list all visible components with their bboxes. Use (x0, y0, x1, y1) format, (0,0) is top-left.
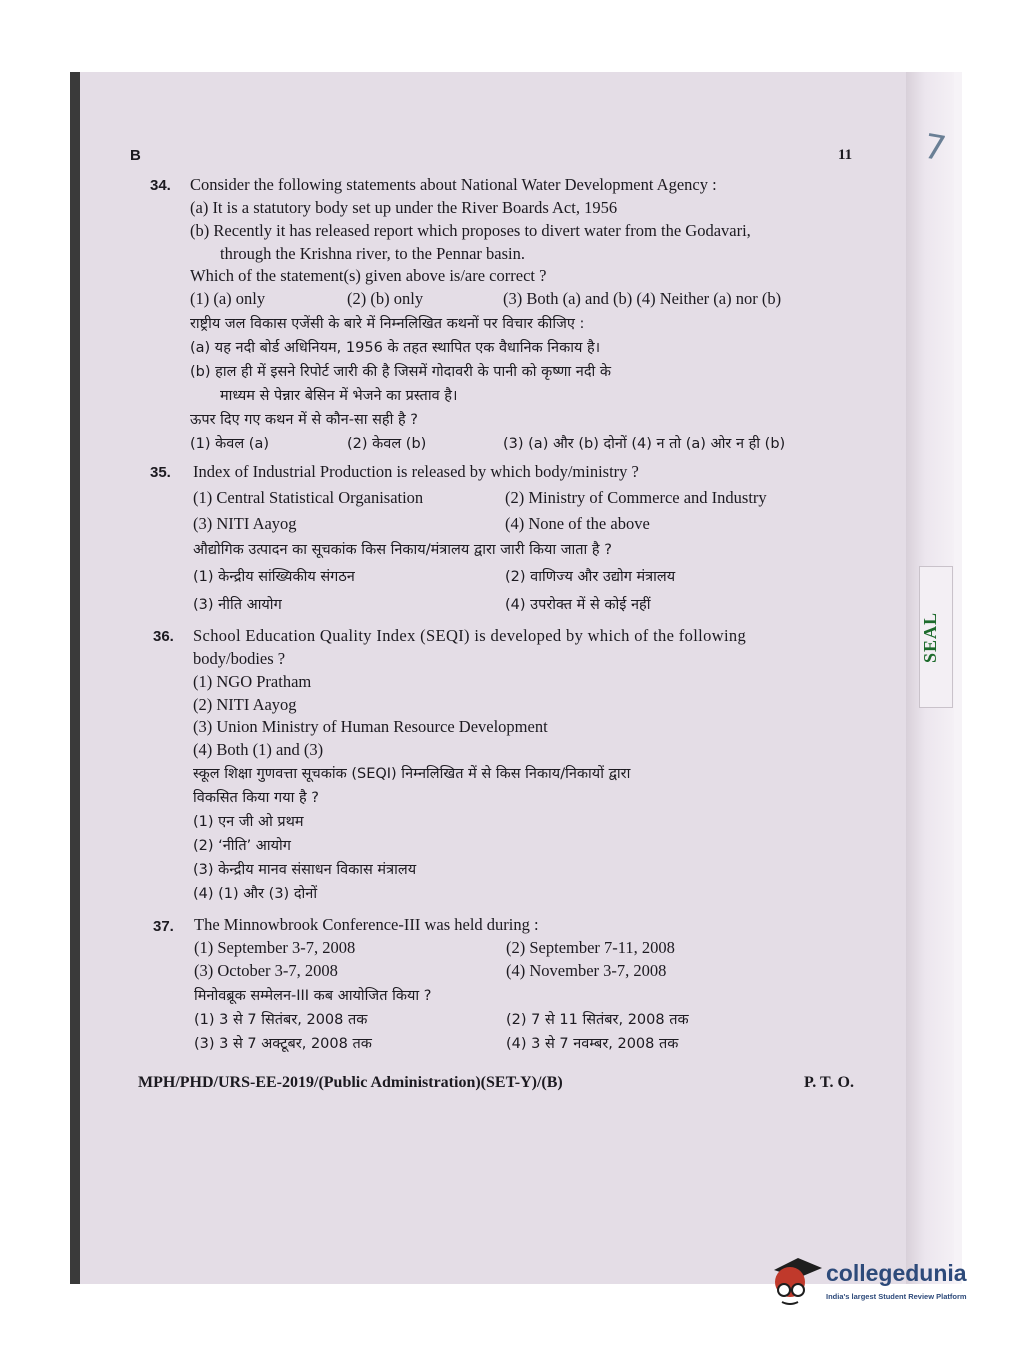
question-text-hindi: राष्ट्रीय जल विकास एजेंसी के बारे में निम्नलिखित कथनों पर विचार कीजिए : (190, 316, 585, 332)
brand-name: collegedunia (826, 1260, 967, 1286)
statement-b: (b) Recently it has released report which proposes to divert water from the Godavari, (190, 221, 751, 240)
paper-code: MPH/PHD/URS-EE-2019/(Public Administration)(SET-Y)/(B) (138, 1074, 563, 1091)
question-number: 36. (153, 628, 174, 645)
question-text: The Minnowbrook Conference-III was held during : (194, 915, 539, 934)
option-3-hindi: (3) केन्द्रीय मानव संसाधन विकास मंत्रालय (193, 862, 417, 878)
option-3-4-hindi: (3) (a) और (b) दोनों (4) न तो (a) ओर न ही (b) (503, 436, 786, 452)
option-2-hindi: (2) 7 से 11 सितंबर, 2008 तक (506, 1012, 689, 1028)
option-4: (4) Both (1) and (3) (193, 740, 324, 759)
question-text-hindi: मिनोवब्रूक सम्मेलन-III कब आयोजित किया ? (194, 988, 432, 1004)
option-4-hindi: (4) उपरोक्त में से कोई नहीं (505, 597, 651, 613)
statement-b-cont: through the Krishna river, to the Pennar basin. (220, 244, 525, 263)
option-3: (3) October 3-7, 2008 (194, 961, 338, 980)
option-4-hindi: (4) (1) और (3) दोनों (193, 886, 318, 902)
option-2: (2) (b) only (347, 289, 424, 308)
question-text: School Education Quality Index (SEQI) is developed by which of the following (193, 626, 747, 645)
option-2: (2) Ministry of Commerce and Industry (505, 488, 767, 507)
question-text-cont: body/bodies ? (193, 649, 286, 668)
question-number: 34. (150, 177, 171, 194)
question-number: 37. (153, 918, 174, 935)
page-fold-edge (954, 72, 962, 1284)
option-1: (1) September 3-7, 2008 (194, 938, 356, 957)
option-3-hindi: (3) 3 से 7 अक्टूबर, 2008 तक (194, 1036, 372, 1052)
page-number: 11 (838, 147, 853, 163)
question-text-hindi: स्कूल शिक्षा गुणवत्ता सूचकांक (SEQI) निम्नलिखित में से किस निकाय/निकायों द्वारा (193, 766, 631, 782)
option-2: (2) September 7-11, 2008 (506, 938, 675, 957)
question-text: Consider the following statements about National Water Development Agency : (190, 175, 717, 194)
option-2-hindi: (2) ‘नीति’ आयोग (193, 838, 291, 854)
option-3: (3) NITI Aayog (193, 514, 297, 533)
option-4-hindi: (4) 3 से 7 नवम्बर, 2008 तक (506, 1036, 679, 1052)
question-number: 35. (150, 464, 171, 481)
option-1-hindi: (1) केवल (a) (190, 436, 269, 452)
option-1-hindi: (1) 3 से 7 सितंबर, 2008 तक (194, 1012, 368, 1028)
option-1: (1) Central Statistical Organisation (193, 488, 424, 507)
seal-tab-text: SEAL (920, 611, 940, 663)
question-text-hindi-cont: विकसित किया गया है ? (193, 790, 319, 806)
statement-b-hindi-cont: माध्यम से पेन्नार बेसिन में भेजने का प्रस्ताव है। (220, 388, 458, 404)
option-4: (4) None of the above (505, 514, 650, 533)
seal-tab (919, 566, 953, 708)
statement-a-hindi: (a) यह नदी बोर्ड अधिनियम, 1956 के तहत स्थापित एक वैधानिक निकाय है। (190, 340, 601, 356)
pto-label: P. T. O. (804, 1074, 854, 1091)
statement-a: (a) It is a statutory body set up under the River Boards Act, 1956 (190, 198, 618, 217)
set-code: B (130, 147, 141, 164)
statement-b-hindi: (b) हाल ही में इसने रिपोर्ट जारी की है जिसमें गोदावरी के पानी को कृष्णा नदी के (190, 364, 612, 380)
option-1-hindi: (1) एन जी ओ प्रथम (193, 814, 304, 830)
question-prompt-hindi: ऊपर दिए गए कथन में से कौन-सा सही है ? (190, 412, 418, 428)
collegedunia-logo (768, 1250, 998, 1310)
option-3-hindi: (3) नीति आयोग (193, 597, 282, 613)
option-2-hindi: (2) केवल (b) (347, 436, 427, 452)
brand-tagline: India's largest Student Review Platform (826, 1292, 967, 1301)
option-3-4: (3) Both (a) and (b) (4) Neither (a) nor (b) (503, 289, 782, 308)
option-1: (1) NGO Pratham (193, 672, 312, 691)
option-2: (2) NITI Aayog (193, 695, 297, 714)
question-text: Index of Industrial Production is released by which body/ministry ? (193, 462, 639, 481)
option-1-hindi: (1) केन्द्रीय सांख्यिकीय संगठन (193, 569, 355, 585)
option-3: (3) Union Ministry of Human Resource Development (193, 717, 548, 736)
pencil-mark: 7 (920, 126, 949, 170)
mascot-icon (768, 1250, 824, 1310)
option-1: (1) (a) only (190, 289, 266, 308)
question-text-hindi: औद्योगिक उत्पादन का सूचकांक किस निकाय/मंत्रालय द्वारा जारी किया जाता है ? (193, 542, 612, 558)
scan-edge (70, 72, 80, 1284)
question-prompt: Which of the statement(s) given above is/are correct ? (190, 266, 547, 285)
option-4: (4) November 3-7, 2008 (506, 961, 667, 980)
option-2-hindi: (2) वाणिज्य और उद्योग मंत्रालय (505, 569, 676, 585)
